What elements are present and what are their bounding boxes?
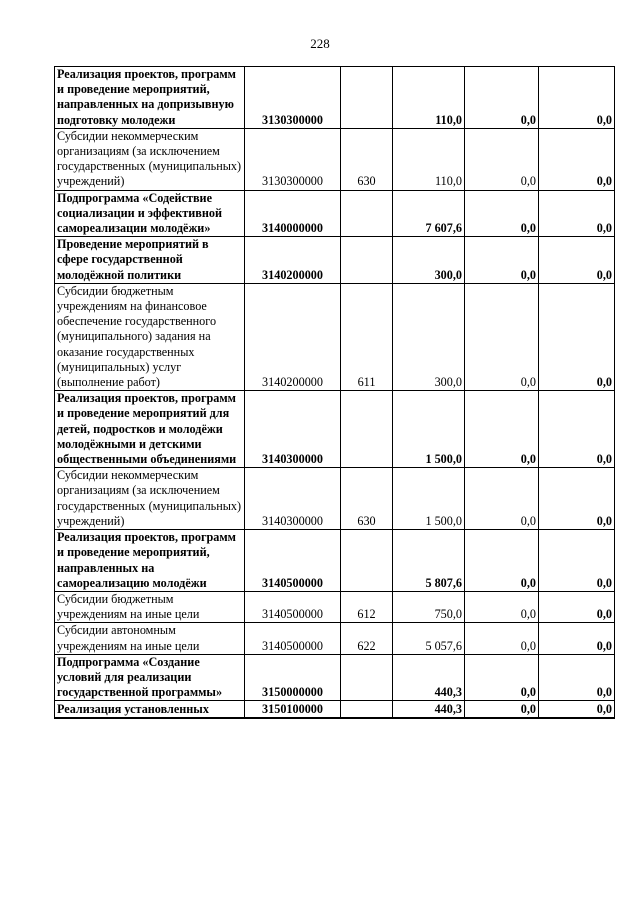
amount-year3-cell xyxy=(539,391,615,468)
amount-year3-text: 0,0 xyxy=(596,607,612,622)
table-row xyxy=(55,391,615,468)
table-row xyxy=(55,128,615,190)
amount-year3-text: 0,0 xyxy=(596,221,612,236)
expense-type-text: 611 xyxy=(357,375,376,390)
target-code-text: 3140200000 xyxy=(262,375,323,390)
target-code-cell xyxy=(245,283,341,390)
amount-year1-cell xyxy=(393,128,465,190)
amount-year3-cell xyxy=(539,67,615,129)
amount-year2-cell xyxy=(465,391,539,468)
target-code-text: 3140000000 xyxy=(262,221,323,236)
row-name-text: Реализация установленных xyxy=(57,701,209,716)
amount-year1-text: 110,0 xyxy=(435,174,462,189)
row-name-cell xyxy=(55,591,245,622)
expense-type-text: 630 xyxy=(357,174,376,189)
row-name-text: Реализация проектов, программ и проведение мероприятий, направленных на допризывную подготовку молодежи xyxy=(57,67,236,127)
row-name-text: Подпрограмма «Содействие социализации и эффективной самореализации молодёжи» xyxy=(57,190,223,236)
amount-year2-cell xyxy=(465,128,539,190)
row-name-text: Проведение мероприятий в сфере государственной молодёжной политики xyxy=(57,237,209,282)
expense-type-text: 612 xyxy=(357,607,376,622)
target-code-text: 3150000000 xyxy=(262,685,323,700)
amount-year3-cell xyxy=(539,128,615,190)
amount-year2-text: 0,0 xyxy=(520,701,536,716)
amount-year1-text: 110,0 xyxy=(435,112,462,127)
table-row xyxy=(55,283,615,390)
table-row xyxy=(55,701,615,718)
expense-type-cell xyxy=(341,190,393,237)
expense-type-cell xyxy=(341,591,393,622)
budget-table xyxy=(54,66,615,719)
row-name-cell xyxy=(55,530,245,592)
row-name-cell xyxy=(55,701,245,718)
amount-year1-text: 750,0 xyxy=(434,607,462,622)
target-code-text: 3130300000 xyxy=(262,112,323,127)
target-code-text: 3140500000 xyxy=(262,638,323,653)
amount-year1-cell xyxy=(393,623,465,654)
amount-year1-text: 300,0 xyxy=(434,375,462,390)
amount-year3-cell xyxy=(539,623,615,654)
target-code-text: 3140300000 xyxy=(262,513,323,528)
amount-year3-cell xyxy=(539,654,615,701)
target-code-cell xyxy=(245,530,341,592)
amount-year3-cell xyxy=(539,468,615,530)
page-number: 228 xyxy=(310,36,330,51)
target-code-text: 3140500000 xyxy=(262,575,323,590)
amount-year2-cell xyxy=(465,283,539,390)
amount-year1-cell xyxy=(393,190,465,237)
target-code-cell xyxy=(245,591,341,622)
amount-year3-text: 0,0 xyxy=(596,174,612,189)
expense-type-text: 630 xyxy=(357,513,376,528)
amount-year3-text: 0,0 xyxy=(596,575,612,590)
target-code-cell xyxy=(245,128,341,190)
amount-year3-cell xyxy=(539,283,615,390)
row-name-text: Подпрограмма «Создание условий для реализации государственной программы» xyxy=(57,654,223,700)
amount-year2-text: 0,0 xyxy=(520,267,536,282)
amount-year1-text: 5 807,6 xyxy=(425,575,462,590)
amount-year3-text: 0,0 xyxy=(596,685,612,700)
amount-year3-text: 0,0 xyxy=(596,638,612,653)
amount-year2-cell xyxy=(465,591,539,622)
amount-year2-cell xyxy=(465,654,539,701)
expense-type-text: 622 xyxy=(357,638,376,653)
row-name-text: Субсидии автономным учреждениям на иные цели xyxy=(57,623,200,653)
amount-year2-cell xyxy=(465,701,539,718)
amount-year1-cell xyxy=(393,654,465,701)
row-name-cell xyxy=(55,190,245,237)
row-name-cell xyxy=(55,391,245,468)
amount-year1-cell xyxy=(393,530,465,592)
row-name-cell xyxy=(55,237,245,284)
amount-year2-cell xyxy=(465,67,539,129)
amount-year1-cell xyxy=(393,701,465,718)
amount-year1-text: 7 607,6 xyxy=(425,221,462,236)
target-code-cell xyxy=(245,237,341,284)
target-code-cell xyxy=(245,391,341,468)
target-code-text: 3140300000 xyxy=(262,452,323,467)
amount-year2-cell xyxy=(465,623,539,654)
amount-year1-cell xyxy=(393,391,465,468)
amount-year3-text: 0,0 xyxy=(596,452,612,467)
table-row xyxy=(55,67,615,129)
amount-year3-cell xyxy=(539,591,615,622)
amount-year2-text: 0,0 xyxy=(520,607,536,622)
target-code-text: 3130300000 xyxy=(262,174,323,189)
row-name-text: Реализация проектов, программ и проведение мероприятий, направленных на самореализацию молодёжи xyxy=(57,530,236,590)
expense-type-cell xyxy=(341,128,393,190)
amount-year3-text: 0,0 xyxy=(596,375,612,390)
row-name-text: Субсидии бюджетным учреждениям на иные цели xyxy=(57,591,200,622)
amount-year1-text: 1 500,0 xyxy=(425,452,462,467)
target-code-cell xyxy=(245,190,341,237)
amount-year3-cell xyxy=(539,190,615,237)
table-row xyxy=(55,623,615,654)
row-name-text: Реализация проектов, программ и проведение мероприятий для детей, подростков и молодёжи молодёжными и детскими общественными объединениями xyxy=(57,391,237,467)
amount-year2-text: 0,0 xyxy=(520,513,536,528)
expense-type-cell xyxy=(341,283,393,390)
target-code-text: 3140500000 xyxy=(262,607,323,622)
table-row xyxy=(55,654,615,701)
expense-type-cell xyxy=(341,391,393,468)
amount-year2-text: 0,0 xyxy=(520,638,536,653)
amount-year3-text: 0,0 xyxy=(596,267,612,282)
amount-year1-cell xyxy=(393,67,465,129)
expense-type-cell xyxy=(341,623,393,654)
target-code-cell xyxy=(245,468,341,530)
amount-year2-cell xyxy=(465,237,539,284)
row-name-text: Субсидии некоммерческим организациям (за исключением государственных (муниципальных) учреждений) xyxy=(57,128,242,189)
amount-year1-cell xyxy=(393,468,465,530)
row-name-cell xyxy=(55,623,245,654)
row-name-cell xyxy=(55,283,245,390)
row-name-cell xyxy=(55,468,245,530)
table-row xyxy=(55,530,615,592)
target-code-text: 3140200000 xyxy=(262,267,323,282)
expense-type-cell xyxy=(341,654,393,701)
amount-year1-text: 440,3 xyxy=(434,701,462,716)
amount-year1-text: 440,3 xyxy=(434,685,462,700)
amount-year2-text: 0,0 xyxy=(520,112,536,127)
table-row xyxy=(55,591,615,622)
amount-year1-cell xyxy=(393,591,465,622)
target-code-cell xyxy=(245,701,341,718)
expense-type-cell xyxy=(341,67,393,129)
row-name-cell xyxy=(55,128,245,190)
target-code-text: 3150100000 xyxy=(262,701,323,716)
amount-year2-cell xyxy=(465,530,539,592)
amount-year1-cell xyxy=(393,237,465,284)
row-name-text: Субсидии бюджетным учреждениям на финансовое обеспечение государственного (муниципального) задания на оказание государственных (муниципальных) услуг (выполнение работ) xyxy=(57,283,217,390)
amount-year2-cell xyxy=(465,190,539,237)
amount-year2-text: 0,0 xyxy=(520,575,536,590)
target-code-cell xyxy=(245,623,341,654)
amount-year3-cell xyxy=(539,237,615,284)
amount-year2-text: 0,0 xyxy=(520,221,536,236)
amount-year1-text: 5 057,6 xyxy=(425,638,462,653)
amount-year3-text: 0,0 xyxy=(596,701,612,716)
expense-type-cell xyxy=(341,530,393,592)
amount-year1-text: 300,0 xyxy=(434,267,462,282)
amount-year1-cell xyxy=(393,283,465,390)
amount-year2-text: 0,0 xyxy=(520,375,536,390)
amount-year3-cell xyxy=(539,530,615,592)
amount-year2-text: 0,0 xyxy=(520,174,536,189)
amount-year1-text: 1 500,0 xyxy=(425,513,462,528)
amount-year3-text: 0,0 xyxy=(596,513,612,528)
row-name-cell xyxy=(55,67,245,129)
expense-type-cell xyxy=(341,468,393,530)
table-row xyxy=(55,190,615,237)
row-name-cell xyxy=(55,654,245,701)
amount-year3-text: 0,0 xyxy=(596,112,612,127)
expense-type-cell xyxy=(341,237,393,284)
table-row xyxy=(55,468,615,530)
target-code-cell xyxy=(245,67,341,129)
amount-year2-cell xyxy=(465,468,539,530)
table-row xyxy=(55,237,615,284)
amount-year3-cell xyxy=(539,701,615,718)
amount-year2-text: 0,0 xyxy=(520,452,536,467)
row-name-text: Субсидии некоммерческим организациям (за исключением государственных (муниципальных) учреждений) xyxy=(57,468,242,528)
amount-year2-text: 0,0 xyxy=(520,685,536,700)
target-code-cell xyxy=(245,654,341,701)
expense-type-cell xyxy=(341,701,393,718)
